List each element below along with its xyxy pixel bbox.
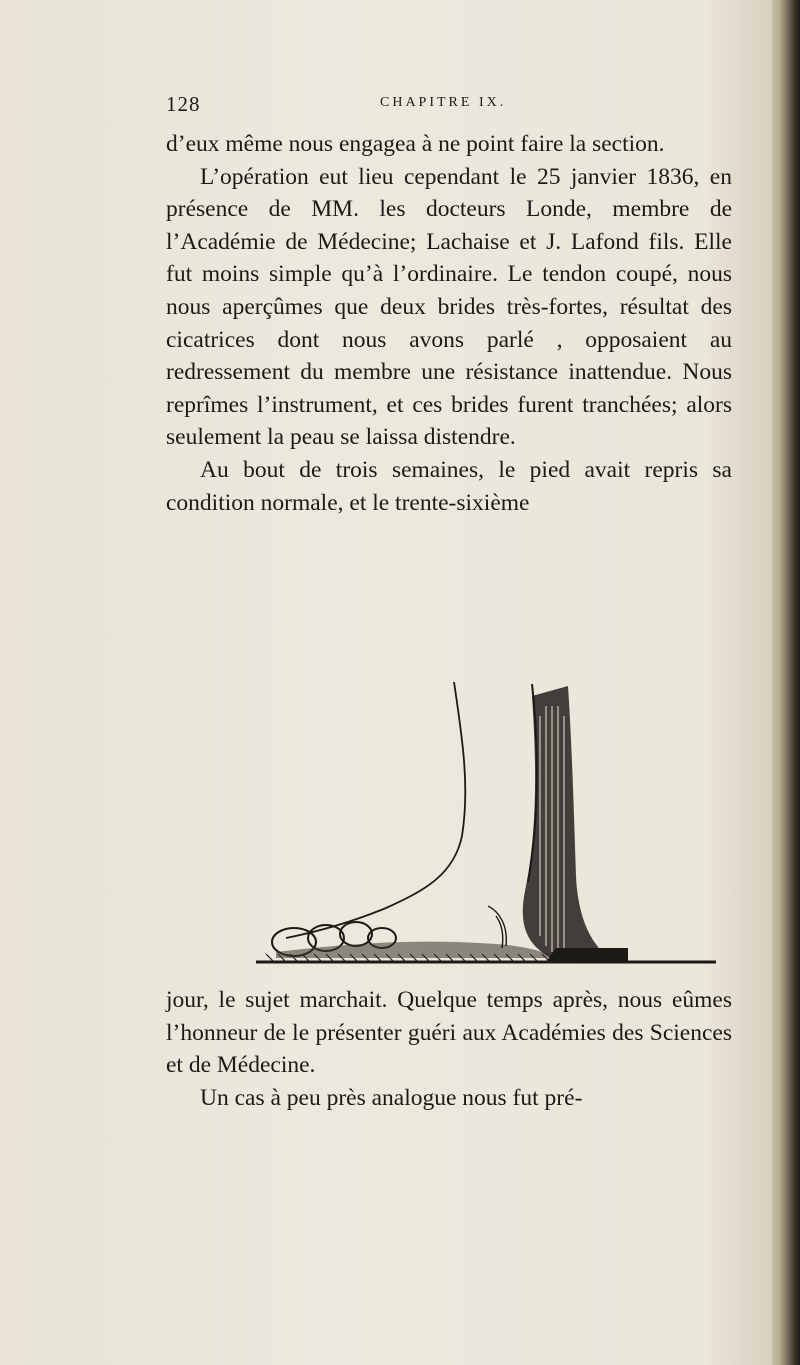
text-block-bottom xyxy=(166,984,732,1114)
heel-base xyxy=(546,948,628,962)
paragraph-recovery: Au bout de trois semaines, le pied avait repris sa condition normale, et le trente-sixième xyxy=(166,456,732,516)
foot-illustration xyxy=(256,676,716,976)
page-number: 128 xyxy=(166,92,201,116)
ankle-detail xyxy=(488,906,506,948)
text-block-top xyxy=(166,128,732,519)
paragraph-conclusion: jour, le sujet marchait. Quelque temps après, nous eûmes l’honneur de le présenter guéri aux Académies des Sciences et de Médecine. xyxy=(166,987,732,1079)
paragraph-operation: L’opération eut lieu cependant le 25 janvier 1836, en présence de MM. les docteurs Londe, membre de l’Académie de Médecine; Lachaise et J. Lafond fils. Elle fut moins simple qu’à l’ordinaire. Le tendon coupé, nous nous aperçûmes que deux brides très-fortes, résultat des cicatrices dont nous avons parlé , opposaient au redressement du membre une résistance inattendue. Nous reprîmes l’instrument, et ces brides furent tranchées; alors seulement la peau se laissa distendre. xyxy=(166,163,732,451)
paragraph-next-case: Un cas à peu près analogue nous fut pré- xyxy=(200,1084,583,1111)
paragraph-continuation: d’eux même nous engagea à ne point faire la section. xyxy=(166,131,665,157)
running-head: CHAPITRE IX. xyxy=(380,95,507,110)
foot-illustration-icon xyxy=(256,676,716,976)
leg-front-outline xyxy=(286,682,465,938)
sole-shading xyxy=(276,942,556,958)
book-spine-shadow xyxy=(772,0,800,1365)
page-header xyxy=(166,92,726,118)
